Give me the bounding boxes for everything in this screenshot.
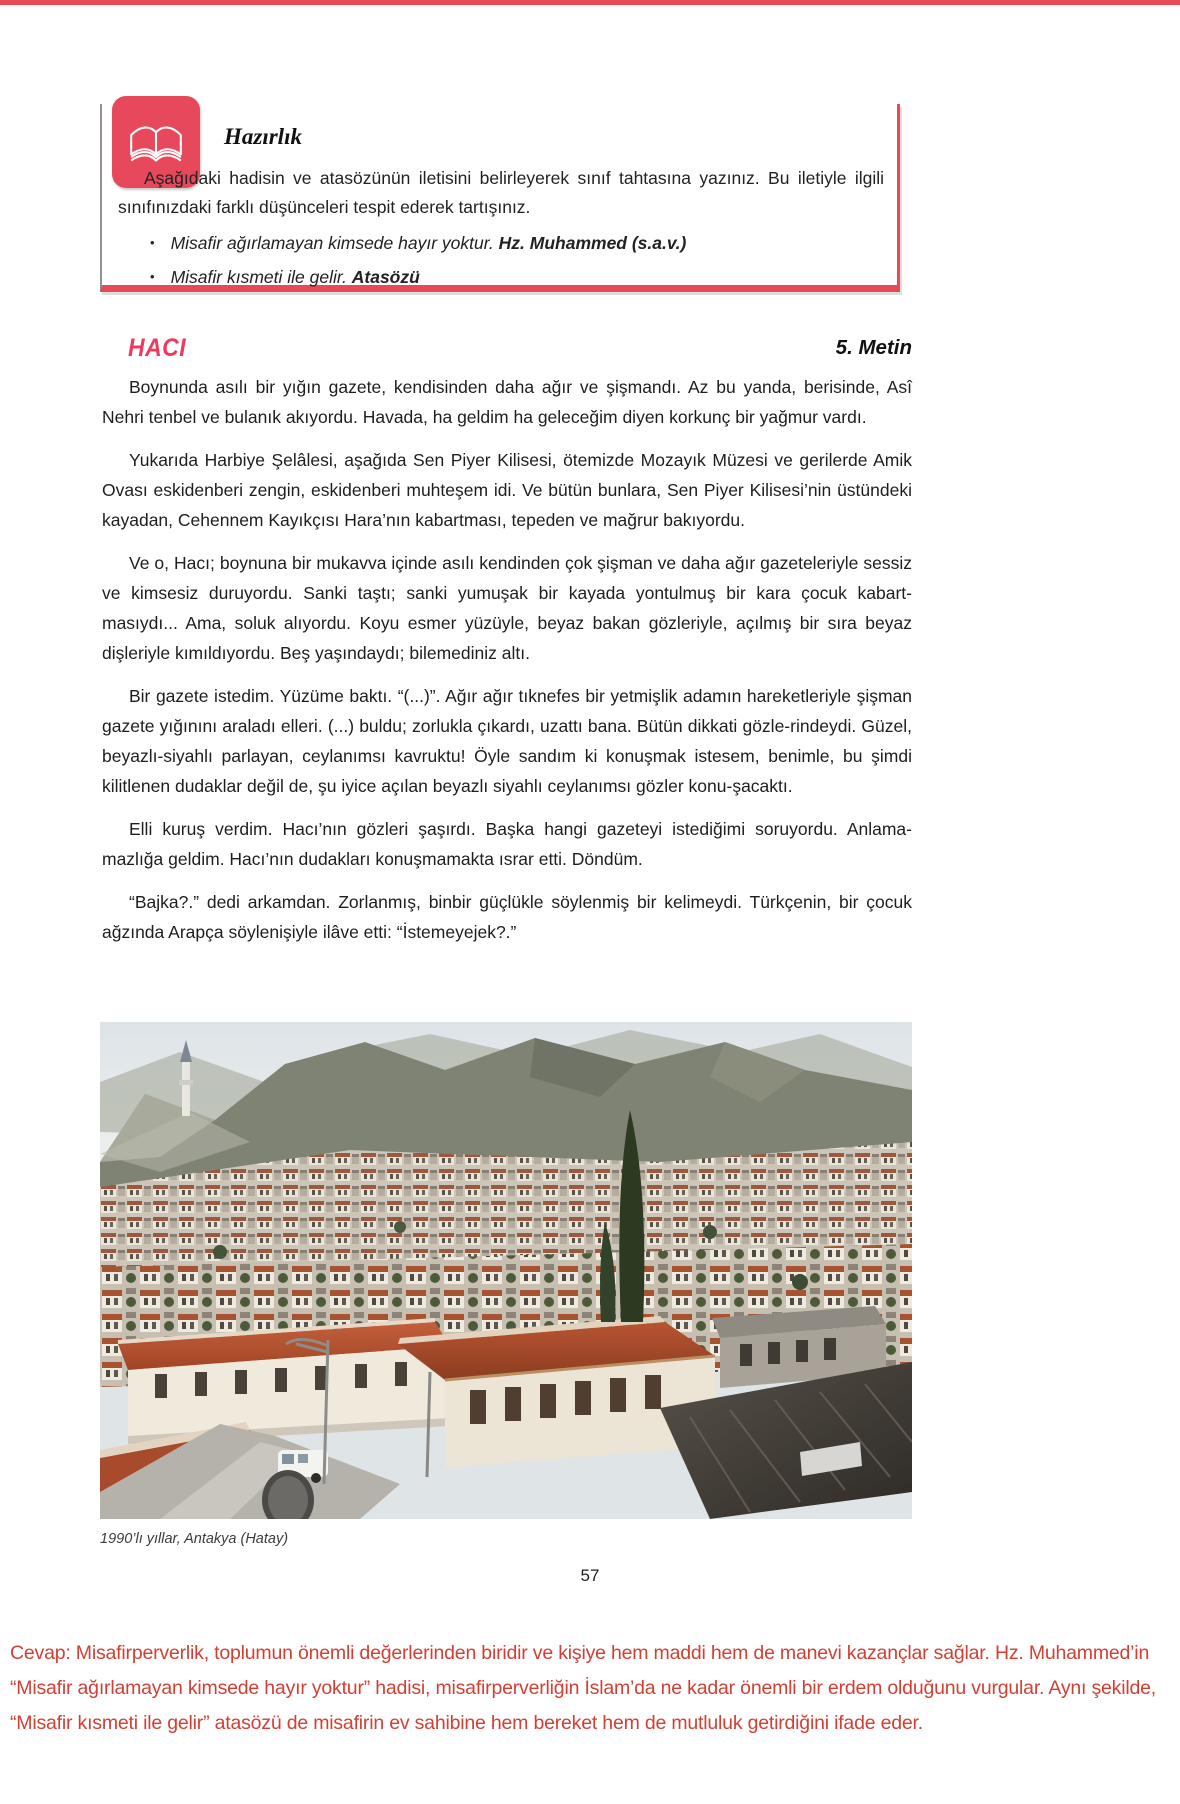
paragraph: Boynunda asılı bir yığın gazete, kendisinden daha ağır ve şişmandı. Az bu yanda, berisinde, Asî Nehri tenbel ve bulanık akıyordu. Havada, ha geldim ha geleceğim diyen korkunç bir yağmur vardı. — [102, 377, 912, 427]
text-number-label: 5. Metin — [835, 336, 912, 359]
paragraph: Yukarıda Harbiye Şelâlesi, aşağıda Sen Piyer Kilisesi, ötemizde Mozayık Müzesi ve gerilerde Amik Ovası eskidenberi zengin, eskidenberi muhteşem idi. Ve bütün bunlara, Sen Piyer Kilisesi’nin üstündeki kayadan, Cehennem Kayıkçısı Hara’nın kabartması, tepeden ve mağrur bakıyordu. — [102, 450, 912, 530]
quote-text: Misafir kısmeti ile gelir. — [170, 267, 352, 287]
text-title-row — [100, 334, 912, 364]
photo-caption: 1990’lı yıllar, Antakya (Hatay) — [100, 1531, 289, 1547]
photo-antakya — [100, 1022, 912, 1519]
preparation-title: Hazırlık — [224, 124, 302, 149]
page-number: 57 — [580, 1566, 600, 1585]
page-top-accent-bar — [0, 0, 1180, 5]
quote-item-proverb — [150, 260, 870, 294]
quote-text: Misafir ağırlamayan kimsede hayır yoktur. — [170, 233, 499, 253]
quote-item-hadith — [150, 226, 870, 260]
paragraph: “Bajka?.” dedi arkamdan. Zorlanmış, binbir güçlükle söylenmiş bir kelimeydi. Türkçenin, bir çocuk ağzında Arapça söylenişiyle ilâve etti: “İstemeyejek?.” — [102, 892, 912, 942]
quote-attribution: Atasözü — [351, 267, 420, 287]
preparation-box — [100, 104, 900, 292]
reading-text — [102, 372, 912, 960]
answer-text: Cevap: Misafirperverlik, toplumun önemli değerlerinden biridir ve kişiye hem maddi hem de manevi kazançlar sağlar. Hz. Muhammed’in “Misafir ağırlamayan kimsede hayır yoktur” hadisi, misafirperverliğin İslam’da ne kadar önemli bir erdem olduğunu vurgular. Aynı şekilde, “Misafir kısmeti ile gelir” atasözü de misafirin ev sahibine hem bereket hem de mutluluk getirdiğini ifade eder. — [10, 1642, 1157, 1734]
preparation-instructions: Aşağıdaki hadisin ve atasözünün iletisini belirleyerek sınıf tahtasına yazınız. Bu iletiyle ilgili sınıfınızdaki farklı düşünceleri tespit ederek tartışınız. — [118, 168, 884, 217]
preparation-bullet-list — [150, 226, 870, 294]
paragraph: Elli kuruş verdim. Hacı’nın gözleri şaşırdı. Başka hangi gazeteyi istediğimi soruyordu. Anlama-mazlığa geldim. Hacı’nın dudakları konuşmamakta ısrar etti. Döndüm. — [102, 819, 912, 869]
paragraph: Bir gazete istedim. Yüzüme baktı. “(...)”. Ağır ağır tıknefes bir yetmişlik adamın hareketleriyle şişman gazete yığınını araladı elleri. (...) buldu; zorlukla çıkardı, uzattı bana. Bütün dikkati gözle-rindeydi. Güzel, beyazlı-siyahlı parlayan, ceylanımsı kavruktu! Öyle sandım ki konuşmak istesem, benimle, bu şimdi kilitlenen dudaklar değil de, şu iyice açılan beyazlı siyahlı ceylanımsı gözler konu-şacaktı. — [102, 686, 912, 796]
paragraph: Ve o, Hacı; boynuna bir mukavva içinde asılı kendinden çok şişman ve daha ağır gazeteleriyle sessiz ve kimsesiz duruyordu. Sanki taştı; sanki yumuşak bir kayada yontulmuş bir kara çocuk kabart-masıydı... Ama, soluk alıyordu. Koyu esmer yüzüyle, beyaz bakan gözleriyle, açılmış bir sıra beyaz dişleriyle kımıldıyordu. Beş yaşındaydı; bilemediniz altı. — [102, 553, 912, 663]
quote-attribution: Hz. Muhammed (s.a.v.) — [498, 233, 687, 253]
text-title: HACI — [128, 334, 187, 362]
